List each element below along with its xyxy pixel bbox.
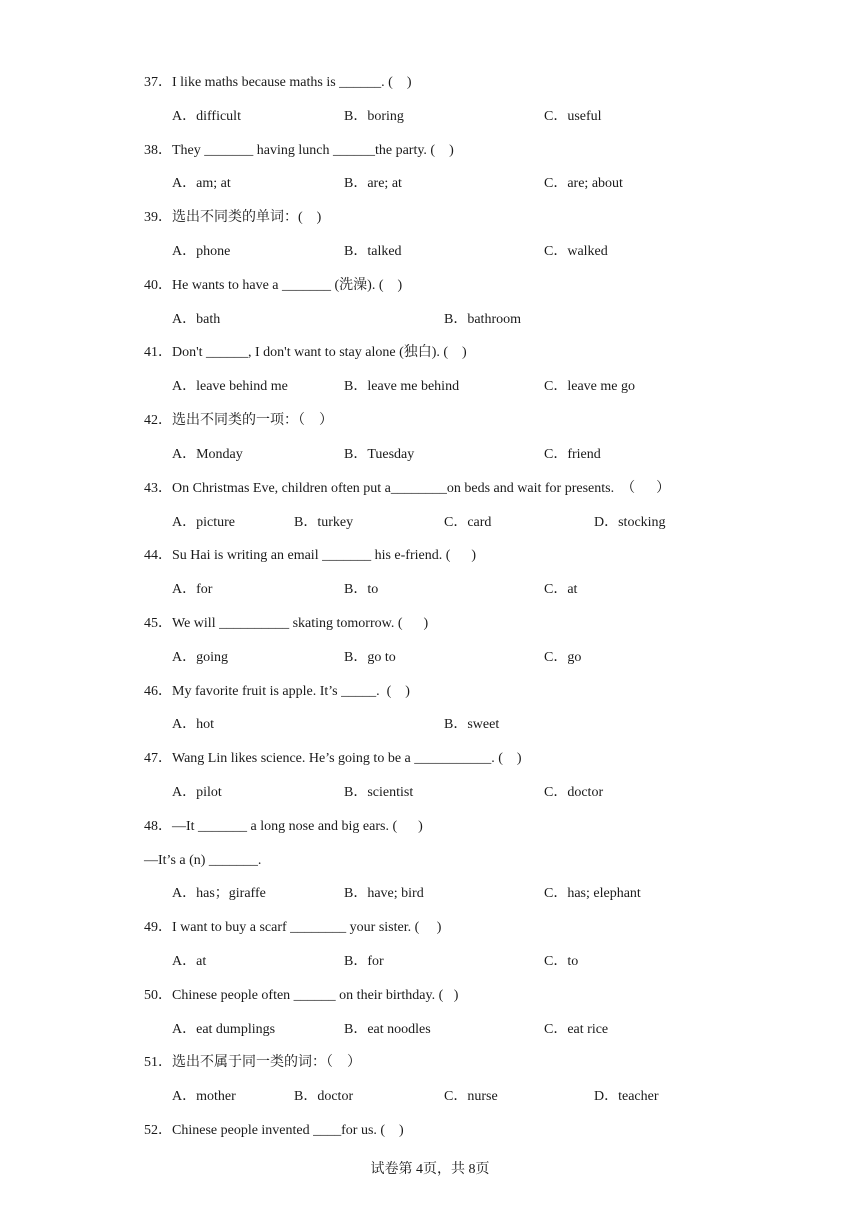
option-a: A．at <box>172 954 207 969</box>
option-a: A．am; at <box>172 176 231 191</box>
option-a: A．leave behind me <box>172 379 288 394</box>
option-b: B．are; at <box>344 176 402 191</box>
option-c: C．at <box>544 582 578 597</box>
option-b: B．talked <box>344 244 402 259</box>
option-a: A．bath <box>172 312 221 327</box>
option-b: B．boring <box>344 109 404 124</box>
option-b: B．leave me behind <box>344 379 460 394</box>
option-c: C．to <box>544 954 579 969</box>
option-b: B．turkey <box>294 515 354 530</box>
options-51 <box>0 1088 860 1106</box>
option-c: C．leave me go <box>544 379 635 394</box>
option-a: A．hot <box>172 717 214 732</box>
option-a: A．pilot <box>172 785 222 800</box>
options-47 <box>0 784 860 802</box>
option-a: A．mother <box>172 1089 236 1104</box>
option-b: B．bathroom <box>444 312 521 327</box>
option-c: C．has; elephant <box>544 886 641 901</box>
question-37: 37．I like maths because maths is ______. ( ) <box>144 75 412 90</box>
option-a: A．eat dumplings <box>172 1022 276 1037</box>
option-c: C．are; about <box>544 176 623 191</box>
question-41: 41．Don't ______, I don't want to stay alone (独白). ( ) <box>144 345 467 360</box>
option-a: A．has；giraffe <box>172 886 266 901</box>
question-52: 52．Chinese people invented ____for us. ( ) <box>144 1123 404 1138</box>
option-a: A．phone <box>172 244 231 259</box>
question-38: 38．They _______ having lunch ______the party. ( ) <box>144 143 454 158</box>
question-49: 49．I want to buy a scarf ________ your sister. ( ) <box>144 920 442 935</box>
option-c: C．eat rice <box>544 1022 609 1037</box>
question-40: 40．He wants to have a _______ (洗澡). ( ) <box>144 278 403 293</box>
options-41 <box>0 378 860 396</box>
question-39: 39．选出不同类的单词：( ) <box>144 210 322 225</box>
question-48-line2: —It’s a (n) _______. <box>144 853 262 868</box>
option-a: A．picture <box>172 515 235 530</box>
option-d: D．teacher <box>594 1089 659 1104</box>
option-b: B．go to <box>344 650 396 665</box>
options-45 <box>0 649 860 667</box>
option-a: A．Monday <box>172 447 243 462</box>
question-43: 43．On Christmas Eve, children often put a________on beds and wait for presents. （ ） <box>144 481 671 496</box>
option-b: B．scientist <box>344 785 414 800</box>
question-47: 47．Wang Lin likes science. He’s going to be a ___________. ( ) <box>144 751 522 766</box>
question-42: 42．选出不同类的一项：（ ） <box>144 413 333 428</box>
option-b: B．have; bird <box>344 886 424 901</box>
options-40 <box>0 311 860 329</box>
options-38 <box>0 175 860 193</box>
question-46: 46．My favorite fruit is apple. It’s _____. ( ) <box>144 684 410 699</box>
options-42 <box>0 446 860 464</box>
option-a: A．difficult <box>172 109 241 124</box>
option-c: C．walked <box>544 244 608 259</box>
question-48: 48．—It _______ a long nose and big ears. ( ) <box>144 819 423 834</box>
options-39 <box>0 243 860 261</box>
option-c: C．friend <box>544 447 601 462</box>
option-c: C．doctor <box>544 785 604 800</box>
option-b: B．for <box>344 954 384 969</box>
option-c: C．nurse <box>444 1089 498 1104</box>
option-c: C．useful <box>544 109 602 124</box>
options-49 <box>0 953 860 971</box>
question-50: 50．Chinese people often ______ on their birthday. ( ) <box>144 988 459 1003</box>
options-46 <box>0 716 860 734</box>
option-b: B．sweet <box>444 717 500 732</box>
option-b: B．Tuesday <box>344 447 415 462</box>
options-43 <box>0 514 860 532</box>
option-a: A．for <box>172 582 213 597</box>
question-44: 44．Su Hai is writing an email _______ his e-friend. ( ) <box>144 548 477 563</box>
options-48 <box>0 885 860 903</box>
options-50 <box>0 1021 860 1039</box>
option-c: C．card <box>444 515 492 530</box>
option-b: B．doctor <box>294 1089 354 1104</box>
question-51: 51．选出不属于同一类的词：（ ） <box>144 1055 361 1070</box>
option-d: D．stocking <box>594 515 666 530</box>
page-footer: 试卷第 4页，共 8页 <box>370 1162 490 1177</box>
option-c: C．go <box>544 650 582 665</box>
options-44 <box>0 581 860 599</box>
option-b: B．to <box>344 582 379 597</box>
options-37 <box>0 108 860 126</box>
option-b: B．eat noodles <box>344 1022 431 1037</box>
question-45: 45．We will __________ skating tomorrow. ( ) <box>144 616 429 631</box>
option-a: A．going <box>172 650 228 665</box>
